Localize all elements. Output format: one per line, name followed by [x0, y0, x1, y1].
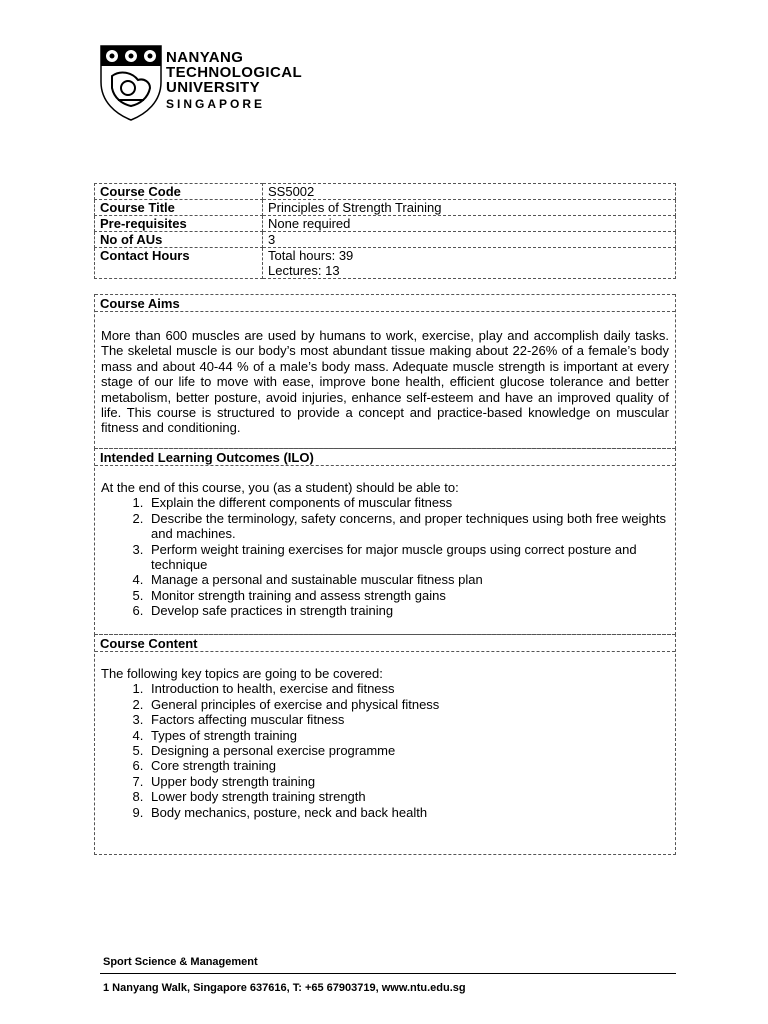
list-item: 4. Manage a personal and sustainable muscular fitness plan [147, 572, 669, 587]
course-info-table [94, 183, 676, 279]
list-item: 3. Factors affecting muscular fitness [147, 712, 669, 727]
course-info-row [95, 216, 676, 232]
course-aims-section [94, 294, 676, 449]
logo-subtitle: SINGAPORE [166, 97, 266, 111]
footer-department: Sport Science & Management [103, 956, 258, 968]
list-item: 1. Introduction to health, exercise and fitness [147, 681, 669, 696]
course-content-intro: The following key topics are going to be covered: [101, 666, 383, 681]
course-info-value [263, 232, 676, 248]
university-logo [98, 42, 318, 122]
course-content-title: Course Content [95, 634, 675, 652]
list-item: 5. Designing a personal exercise programme [147, 743, 669, 758]
list-item: 4. Types of strength training [147, 728, 669, 743]
course-info-label: Course Title [95, 200, 263, 216]
logo-line-1: NANYANG [166, 49, 244, 66]
ilo-title: Intended Learning Outcomes (ILO) [95, 448, 675, 466]
course-info-value-line: Total hours: 39 [268, 248, 354, 263]
course-info-value [263, 216, 676, 232]
course-info-value [263, 200, 676, 216]
crest-icon [98, 42, 164, 122]
course-aims-title: Course Aims [95, 294, 675, 312]
course-info-label: Contact Hours [95, 248, 263, 279]
list-item: 6. Core strength training [147, 758, 669, 773]
list-item: 2. General principles of exercise and physical fitness [147, 697, 669, 712]
course-info-value-line: None required [268, 216, 351, 231]
footer-address: 1 Nanyang Walk, Singapore 637616, T: +65 67903719, www.ntu.edu.sg [103, 982, 466, 994]
course-info-row [95, 232, 676, 248]
list-item: 5. Monitor strength training and assess strength gains [147, 588, 669, 603]
course-info-label: Pre-requisites [95, 216, 263, 232]
ilo-list [101, 495, 669, 618]
list-item: 9. Body mechanics, posture, neck and back health [147, 805, 669, 820]
course-info-label: Course Code [95, 184, 263, 200]
course-aims-text: More than 600 muscles are used by humans to work, exercise, play and accomplish daily tasks. The skeletal muscle is our body’s most abundant tissue making about 22-26% of a female’s body mass and about 40-44 % of a male’s body mass. Adequate muscle strength is important at every stage of our life to move with ease, improve bone health, efficient glucose tolerance and better metabolism, better posture, avoid injuries, enhance self-esteem and have an improved quality of life. This course is structured to provide a concept and practice-based knowledge on muscular fitness and conditioning. [101, 328, 669, 436]
logo-line-2: TECHNOLOGICAL [166, 64, 303, 81]
footer-divider [100, 973, 676, 974]
course-info-value-line: 3 [268, 232, 276, 247]
course-info-value [263, 248, 676, 279]
course-info-row [95, 200, 676, 216]
list-item: 6. Develop safe practices in strength training [147, 603, 669, 618]
list-item: 8. Lower body strength training strength [147, 789, 669, 804]
course-content-list [101, 681, 669, 820]
list-item: 1. Explain the different components of muscular fitness [147, 495, 669, 510]
course-content-section [94, 634, 676, 855]
course-info-value [263, 184, 676, 200]
course-info-value-line: Lectures: 13 [268, 263, 340, 278]
ilo-intro: At the end of this course, you (as a student) should be able to: [101, 480, 459, 495]
list-item: 2. Describe the terminology, safety concerns, and proper techniques using both free weights and machines. [147, 511, 669, 542]
list-item: 3. Perform weight training exercises for major muscle groups using correct posture and technique [147, 542, 669, 573]
ilo-section [94, 448, 676, 635]
logo-line-3: UNIVERSITY [166, 79, 261, 96]
course-info-label: No of AUs [95, 232, 263, 248]
course-info-value-line: SS5002 [268, 184, 315, 199]
list-item: 7. Upper body strength training [147, 774, 669, 789]
course-info-value-line: Principles of Strength Training [268, 200, 442, 215]
course-info-row [95, 248, 676, 279]
course-info-row [95, 184, 676, 200]
